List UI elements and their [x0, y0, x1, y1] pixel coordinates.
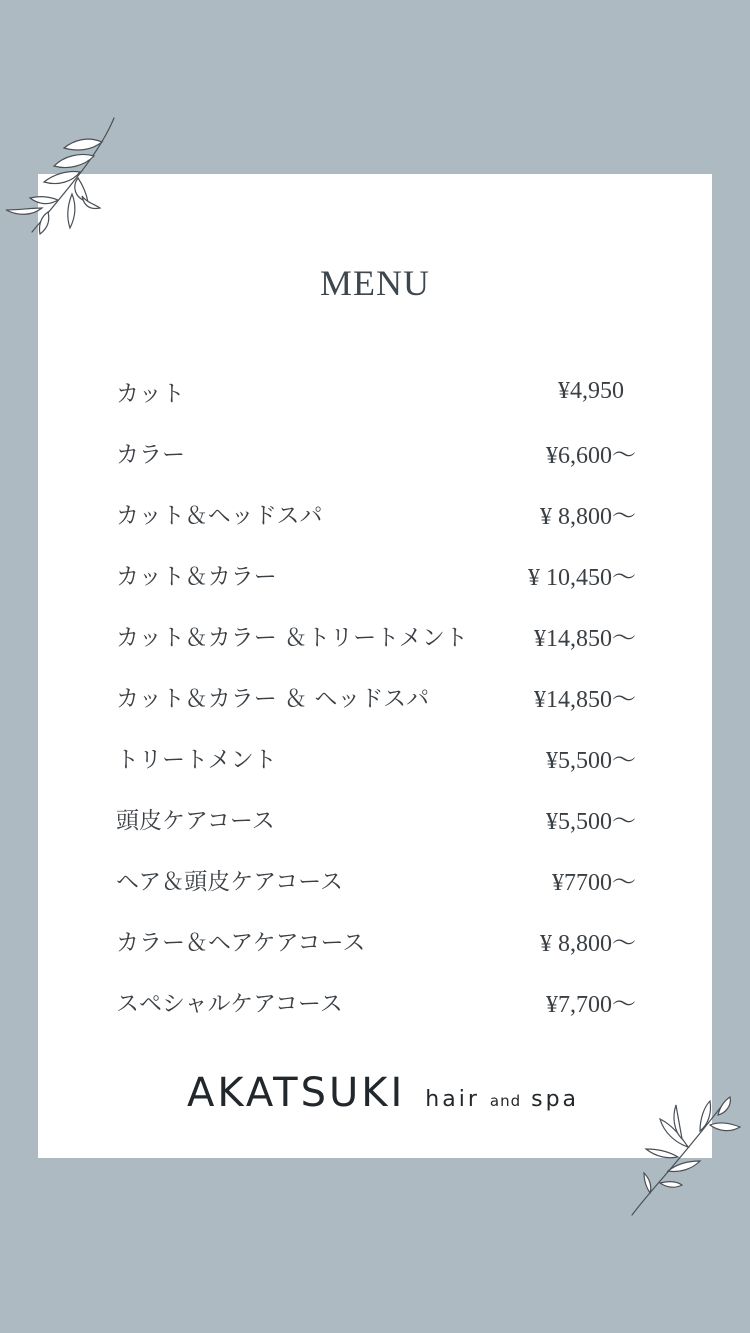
menu-item-price: ¥14,850〜: [534, 687, 636, 713]
menu-item-name: トリートメント: [116, 747, 277, 773]
menu-item-name: カット: [116, 381, 185, 407]
menu-item-price: ¥ 8,800〜: [540, 504, 636, 530]
menu-item: [116, 544, 636, 605]
brand-tagline: [425, 1087, 579, 1112]
menu-item-price: ¥14,850〜: [534, 626, 636, 652]
menu-item-price: ¥7,700〜: [546, 992, 636, 1018]
brand-tag-spa: spa: [531, 1087, 580, 1112]
menu-item: [116, 483, 636, 544]
menu-item-price: ¥ 8,800〜: [540, 931, 636, 957]
menu-item-name: カット＆ヘッドスパ: [116, 503, 323, 529]
menu-item: [116, 971, 636, 1032]
menu-list: [116, 361, 636, 1032]
menu-item: [116, 727, 636, 788]
menu-item: [116, 849, 636, 910]
leaf-branch-icon: [2, 112, 122, 242]
menu-item-name: カラー: [116, 442, 185, 468]
menu-item-price: ¥ 10,450〜: [528, 565, 636, 591]
leaf-branch-icon: [620, 1095, 745, 1220]
menu-item: [116, 361, 636, 422]
menu-item-price: ¥4,950: [558, 378, 636, 404]
menu-item: [116, 910, 636, 971]
brand-logo: [187, 1070, 579, 1120]
menu-item-name: スペシャルケアコース: [116, 991, 343, 1017]
menu-item-price: ¥6,600〜: [546, 443, 636, 469]
menu-title: MENU: [320, 263, 430, 303]
menu-item: [116, 605, 636, 666]
menu-item-price: ¥7700〜: [552, 870, 636, 896]
menu-item-name: カラー＆ヘアケアコース: [116, 930, 366, 956]
menu-item-name: カット＆カラー: [116, 564, 277, 590]
brand-tag-and: and: [489, 1092, 522, 1110]
menu-item-price: ¥5,500〜: [546, 748, 636, 774]
menu-item-price: ¥5,500〜: [546, 809, 636, 835]
brand-tag-hair: hair: [425, 1087, 480, 1112]
menu-item-name: 頭皮ケアコース: [116, 808, 275, 834]
menu-item: [116, 422, 636, 483]
menu-item: [116, 788, 636, 849]
menu-item: [116, 666, 636, 727]
menu-item-name: カット＆カラー ＆トリートメント: [116, 625, 468, 651]
brand-name: AKATSUKI: [187, 1070, 406, 1116]
menu-item-name: カット＆カラー ＆ ヘッドスパ: [116, 686, 430, 712]
menu-item-name: ヘア＆頭皮ケアコース: [116, 869, 344, 895]
